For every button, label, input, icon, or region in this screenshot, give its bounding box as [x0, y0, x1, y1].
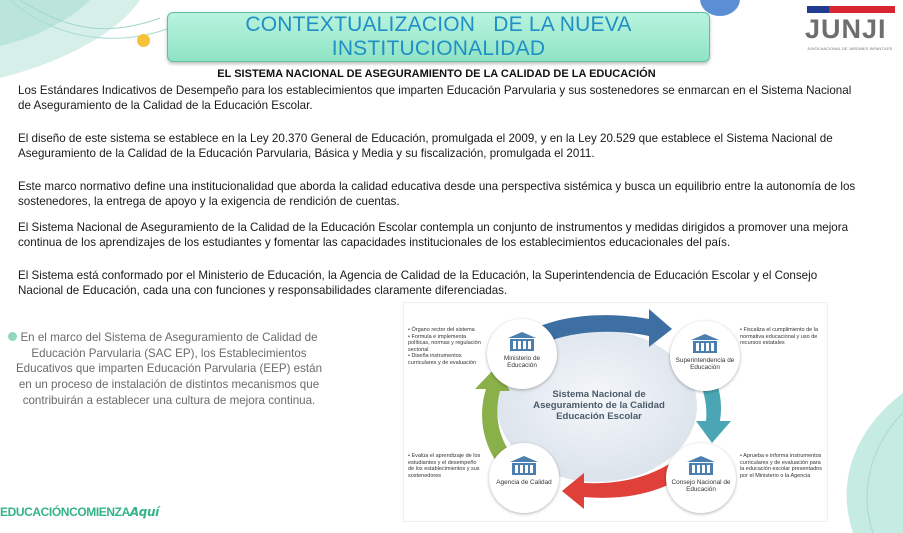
paragraph-2: El diseño de este sistema se establece en la Ley 20.370 General de Educación, promulgada el 2009, y en la Ley 20.529 que establece el Sistema Nacional de Aseguramiento de la Calidad de la Educación Parvularia, Básica y Media y su fiscalización, promulgada el 2011. — [18, 132, 833, 160]
note-consejo: • Aprueba e informa instrumentos curriculares y de evaluación para la educación escolar presentados por el Ministerio o la Agencia — [740, 453, 822, 479]
note-ministerio: • Órgano rector del sistema • Formula e implementa políticas, normas y regulación sectorial • Diseña instrumentos curriculares y de evaluación — [408, 327, 481, 366]
paragraph-4: El Sistema Nacional de Aseguramiento de la Calidad de la Educación Escolar contempla un conjunto de instrumentos y medidas dirigidos a promover una mejora continua de los aprendizajes de los estudiantes y fomentar las capacidades institucionales de los establecimientos educacionales del país. — [18, 221, 849, 249]
paragraph-5: El Sistema está conformado por el Ministerio de Educación, la Agencia de Calidad de la Educación, la Superintendencia de Educación Escolar y el Consejo Nacional de Educación, cada una con funciones y responsabilidades claramente diferenciadas. — [18, 269, 818, 297]
node-ministerio — [487, 319, 557, 389]
building-icon — [690, 333, 720, 355]
paragraph-3: Este marco normativo define una institucionalidad que aborda la calidad educativa desde una perspectiva sistémica y busca un equilibrio entre la autonomía de los sostenedores, la entrega de apoyo y la exigencia de rendición de cuentas. — [18, 180, 856, 208]
footer-brand — [0, 505, 159, 519]
footer-brand-text: EDUCACIÓNCOMIENZA — [0, 505, 130, 519]
page-title-line-1: CONTEXTUALIZACION DE LA NUEVA — [245, 13, 632, 36]
node-consejo-label: Consejo Nacional de Educación — [671, 479, 731, 494]
node-superintendencia-label: Superintendencia de Educación — [675, 357, 735, 372]
logo-subtitle: JUNTA NACIONAL DE JARDINES INFANTILES — [807, 46, 893, 51]
diagram-center-title: Sistema Nacional de Aseguramiento de la Calidad Educación Escolar — [533, 389, 665, 422]
node-consejo — [666, 443, 736, 513]
footer-brand-tail: Aquí — [129, 505, 159, 519]
junji-logo — [805, 6, 895, 56]
logo-name: JUNJI — [805, 14, 887, 44]
yellow-dot-decoration — [137, 34, 150, 47]
node-agencia-label: Agencia de Calidad — [496, 479, 552, 486]
flag-stripe-icon — [807, 6, 895, 13]
system-diagram — [404, 303, 827, 521]
section-heading: EL SISTEMA NACIONAL DE ASEGURAMIENTO DE LA CALIDAD DE LA EDUCACIÓN — [217, 68, 656, 80]
page-title-banner — [167, 12, 710, 62]
node-ministerio-label: Ministerio de Educación — [503, 355, 541, 370]
page-title-line-2: INSTITUCIONALIDAD — [331, 37, 546, 60]
note-superintendencia: • Fiscaliza el cumplimiento de la normativa educacional y uso de recursos estatales — [740, 327, 819, 347]
note-agencia: • Evalúa el aprendizaje de los estudiantes y el desempeño de los establecimientos y sus sostenedores — [408, 453, 481, 479]
node-agencia — [489, 443, 559, 513]
paragraph-1: Los Estándares Indicativos de Desempeño para los establecimientos que imparten Educación Parvularia y sus sostenedores se enmarcan en el Sistema Nacional de Aseguramiento de la Calidad de la Educación Escolar. — [18, 84, 852, 112]
node-superintendencia — [670, 321, 740, 391]
building-icon — [686, 455, 716, 477]
bullet-paragraph: En el marco del Sistema de Aseguramiento de Calidad de Educación Parvularia (SAC EP), los Establecimientos Educativos que imparten Educación Parvularia (EEP) están en un proceso de instalación de distintos mecanismos que contribuirán a establecer una cultura de mejora continua. — [15, 331, 323, 407]
building-icon — [509, 455, 539, 477]
building-icon — [507, 331, 537, 353]
